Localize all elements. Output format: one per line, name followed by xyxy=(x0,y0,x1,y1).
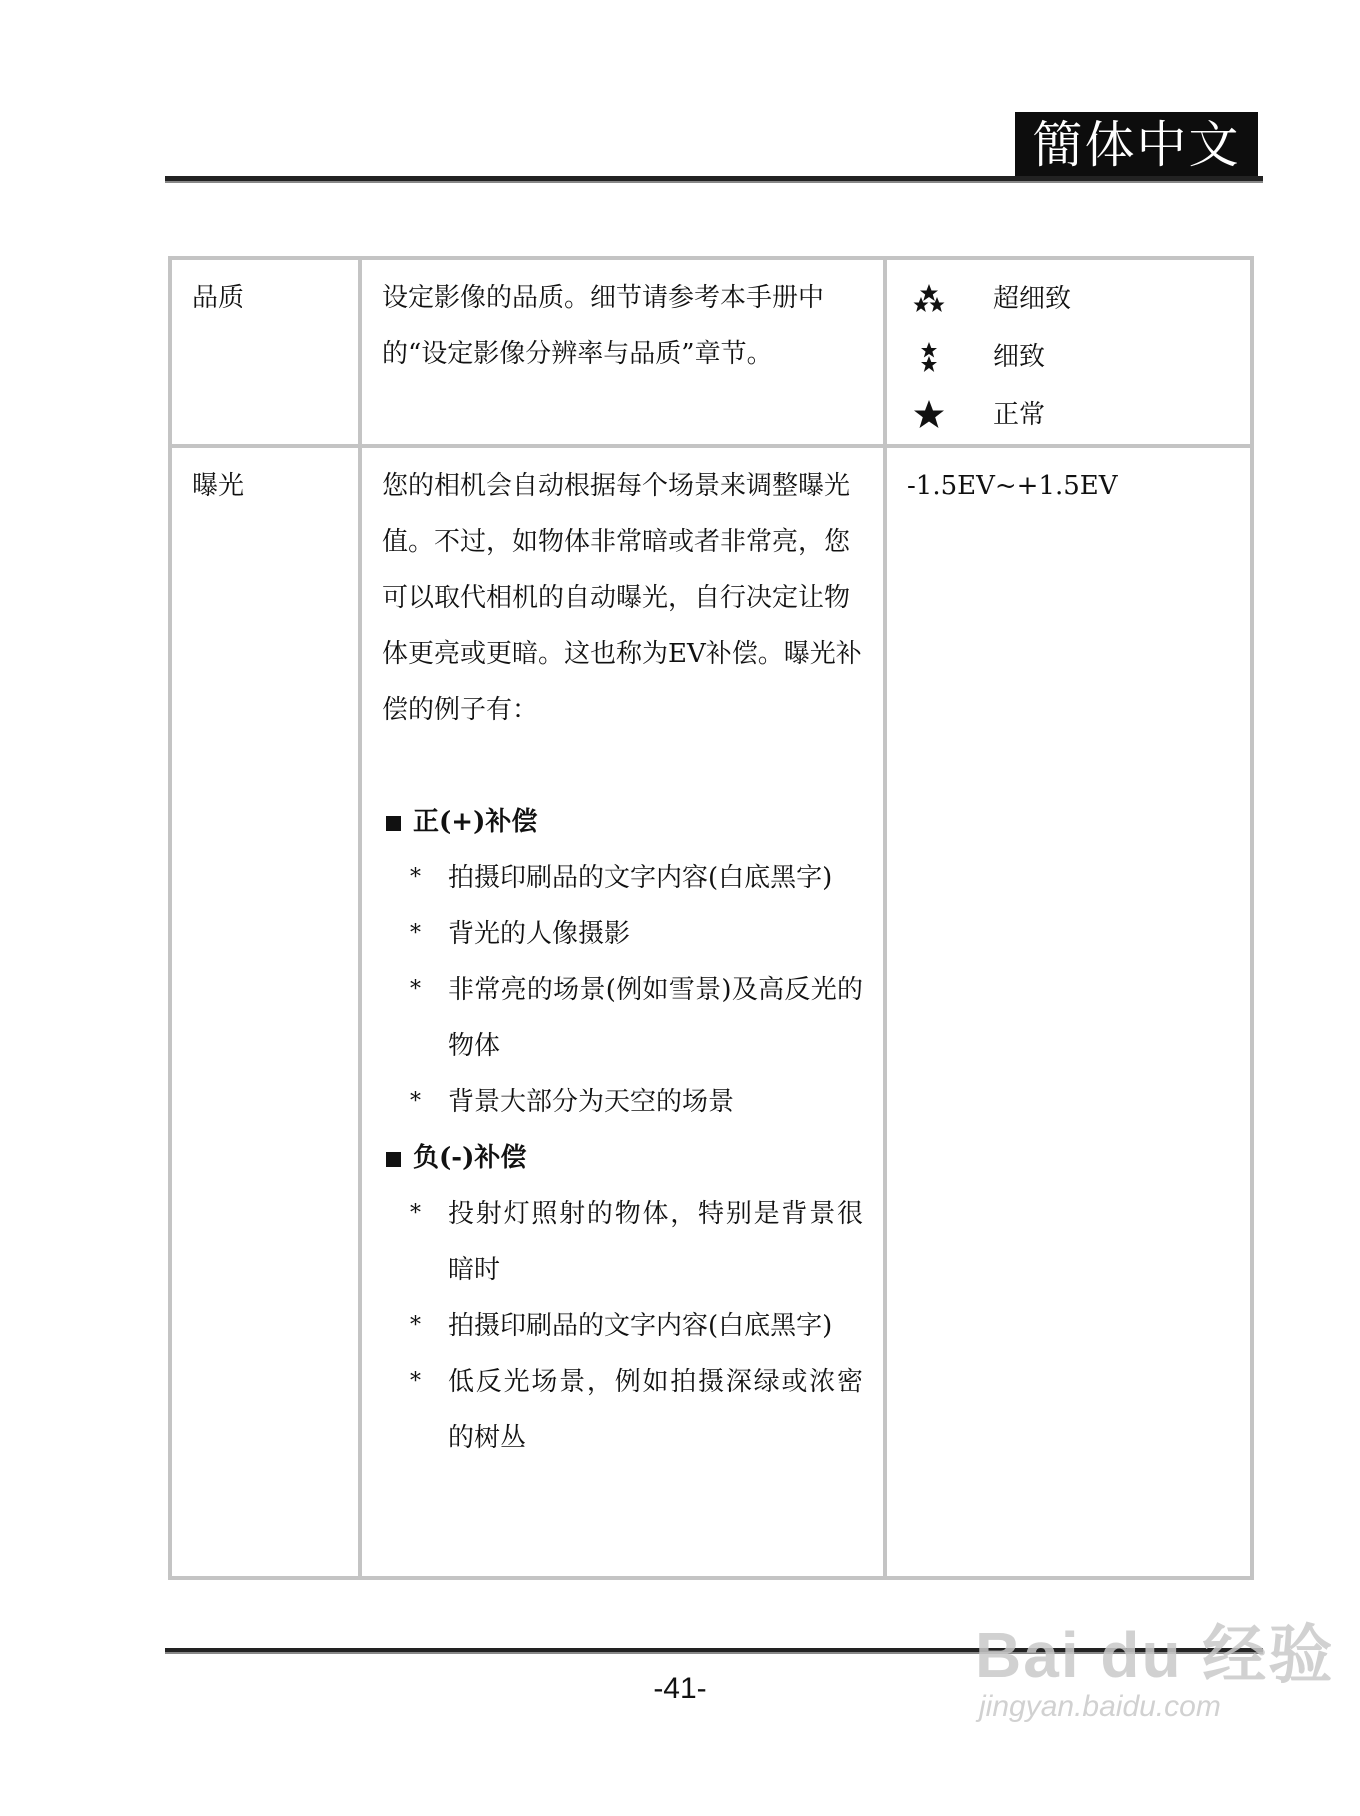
settings-table xyxy=(168,256,1254,1580)
setting-options-exposure xyxy=(885,446,1252,1578)
exposure-description: 您的相机会自动根据每个场景来调整曝光值。不过，如物体非常暗或者非常亮，您可以取代相机的自动曝光，自行决定让物体更亮或更暗。这也称为EV补偿。曝光补偿的例子有： xyxy=(382,471,862,725)
one-star-icon xyxy=(913,399,945,431)
setting-description-exposure xyxy=(360,446,885,1578)
quality-option-label: 正常 xyxy=(993,400,1046,430)
list-item: * 背景大部分为天空的场景 xyxy=(410,1087,735,1117)
quality-option-label: 超细致 xyxy=(993,284,1072,314)
setting-name-exposure: 曝光 xyxy=(170,446,360,1578)
table-row xyxy=(170,446,1252,1578)
list-item: * 非常亮的场景(例如雪景)及高反光的物体 xyxy=(410,975,863,1061)
setting-description-quality: 设定影像的品质。细节请参考本手册中的“设定影像分辨率与品质”章节。 xyxy=(360,258,885,446)
list-item: * 拍摄印刷品的文字内容(白底黑字) xyxy=(410,863,833,893)
table-row xyxy=(170,258,1252,446)
setting-options-quality xyxy=(885,258,1252,446)
quality-option-label: 细致 xyxy=(993,342,1046,372)
quality-option-normal xyxy=(907,386,1230,444)
language-tab: 簡体中文 xyxy=(1015,112,1258,178)
two-stars-icon xyxy=(913,341,945,373)
exposure-range: -1.5EV~+1.5EV xyxy=(907,471,1118,501)
positive-compensation-heading: 正(+)补偿 xyxy=(382,794,863,850)
watermark-logo xyxy=(975,1620,1334,1724)
setting-name-quality: 品质 xyxy=(170,258,360,446)
watermark-url: jingyan.baidu.com xyxy=(979,1690,1221,1723)
page-number: -41- xyxy=(653,1672,707,1705)
list-item: * 背光的人像摄影 xyxy=(410,919,631,949)
list-item: * 拍摄印刷品的文字内容(白底黑字) xyxy=(410,1311,833,1341)
quality-option-superfine xyxy=(907,270,1230,328)
header-rule-shadow xyxy=(165,181,1263,183)
list-item: * 投射灯照射的物体，特别是背景很暗时 xyxy=(410,1199,863,1285)
three-stars-icon xyxy=(913,283,945,315)
square-bullet-icon xyxy=(386,816,401,831)
square-bullet-icon xyxy=(386,1152,401,1167)
quality-option-fine xyxy=(907,328,1230,386)
negative-compensation-heading: 负(-)补偿 xyxy=(382,1130,863,1186)
list-item: * 低反光场景，例如拍摄深绿或浓密的树丛 xyxy=(410,1367,863,1453)
watermark-brand: Bai du 经验 xyxy=(975,1619,1335,1691)
